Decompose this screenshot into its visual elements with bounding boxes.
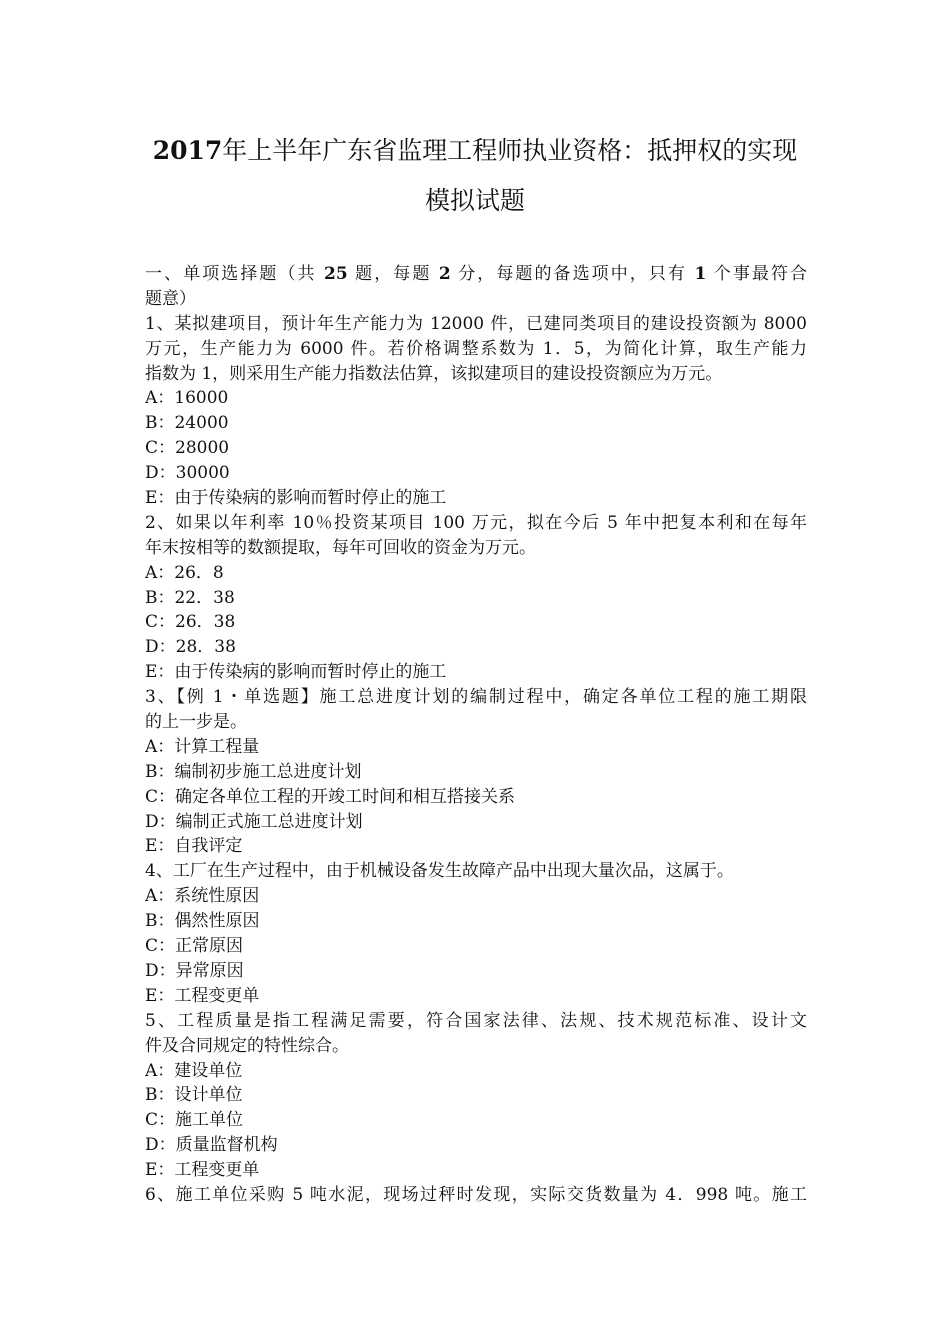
document-title-line-1 (130, 136, 820, 166)
answer-option: C：正常原因 (145, 936, 244, 957)
answer-option: C：施工单位 (145, 1110, 244, 1131)
question-stem-line: 的上一步是。 (145, 712, 247, 733)
answer-option: B：24000 (145, 413, 229, 434)
question-stem-line: 指数为 1，则采用生产能力指数法估算，该拟建项目的建设投资额应为万元。 (145, 363, 723, 384)
answer-option: E：自我评定 (145, 836, 243, 857)
answer-count: 1 (694, 264, 707, 284)
answer-option: A：16000 (145, 388, 229, 409)
answer-option: D：30000 (145, 463, 230, 484)
question-item (145, 511, 807, 685)
question-count: 25 (324, 264, 348, 284)
answer-option: D：异常原因 (145, 960, 244, 981)
answer-option: C：26．38 (145, 612, 236, 633)
answer-option: C：确定各单位工程的开竣工时间和相互搭接关系 (145, 786, 516, 807)
answer-option: A：计算工程量 (145, 736, 260, 757)
answer-option: B：设计单位 (145, 1085, 243, 1106)
answer-option: E：由于传染病的影响而暂时停止的施工 (145, 488, 447, 509)
answer-option: D：28．38 (145, 637, 236, 658)
answer-option: C：28000 (145, 438, 230, 459)
answer-option: D：质量监督机构 (145, 1135, 278, 1156)
answer-option: A：系统性原因 (145, 886, 260, 907)
answer-option: B：偶然性原因 (145, 911, 260, 932)
question-item (145, 859, 807, 1008)
section-text: 个事最符合 (706, 264, 807, 284)
question-stem-line: 年末按相等的数额提取，每年可回收的资金为万元。 (145, 537, 536, 558)
question-stem-line: 6、施工单位采购 5 吨水泥，现场过秤时发现，实际交货数量为 4．998 吨。施工 (145, 1184, 807, 1205)
question-item (145, 1009, 807, 1183)
question-stem-line: 件及合同规定的特性综合。 (145, 1035, 349, 1056)
question-stem-line: 3、【例 1・单选题】施工总进度计划的编制过程中，确定各单位工程的施工期限 (145, 687, 807, 708)
question-stem-line: 2、如果以年利率 10％投资某项目 100 万元，拟在今后 5 年中把复本利和在每年 (145, 512, 807, 533)
section-heading-continued: 题意） (145, 288, 196, 309)
answer-option: E：工程变更单 (145, 1160, 260, 1181)
document-title-line-2: 模拟试题 (424, 186, 525, 215)
title-year: 2017 (152, 136, 223, 165)
title-text: 年上半年广东省监理工程师执业资格：抵押权的实现 (222, 136, 798, 165)
question-list (145, 312, 807, 1208)
question-points: 2 (438, 264, 451, 284)
answer-option: A：建设单位 (145, 1060, 243, 1081)
question-item (145, 685, 807, 859)
section-text: 分，每题的备选项中，只有 (450, 264, 695, 284)
question-stem-line: 5、工程质量是指工程满足需要，符合国家法律、法规、技术规范标准、设计文 (145, 1010, 807, 1031)
answer-option: E：由于传染病的影响而暂时停止的施工 (145, 662, 447, 683)
document-body (145, 262, 807, 1208)
question-stem-line: 1、某拟建项目，预计年生产能力为 12000 件，已建同类项目的建设投资额为 8000 (145, 313, 807, 334)
question-stem-line: 4、工厂在生产过程中，由于机械设备发生故障产品中出现大量次品，这属于。 (145, 861, 734, 882)
question-item (145, 1183, 807, 1208)
answer-option: B：编制初步施工总进度计划 (145, 761, 362, 782)
answer-option: D：编制正式施工总进度计划 (145, 811, 363, 832)
section-heading (145, 262, 807, 287)
answer-option: A：26．8 (145, 562, 224, 583)
question-stem-line: 万元，生产能力为 6000 件。若价格调整系数为 1．5，为简化计算，取生产能力 (145, 338, 807, 359)
section-text: 题，每题 (347, 264, 439, 284)
answer-option: E：工程变更单 (145, 985, 260, 1006)
section-text: 一、单项选择题（共 (145, 264, 325, 284)
answer-option: B：22．38 (145, 587, 235, 608)
question-item (145, 312, 807, 511)
